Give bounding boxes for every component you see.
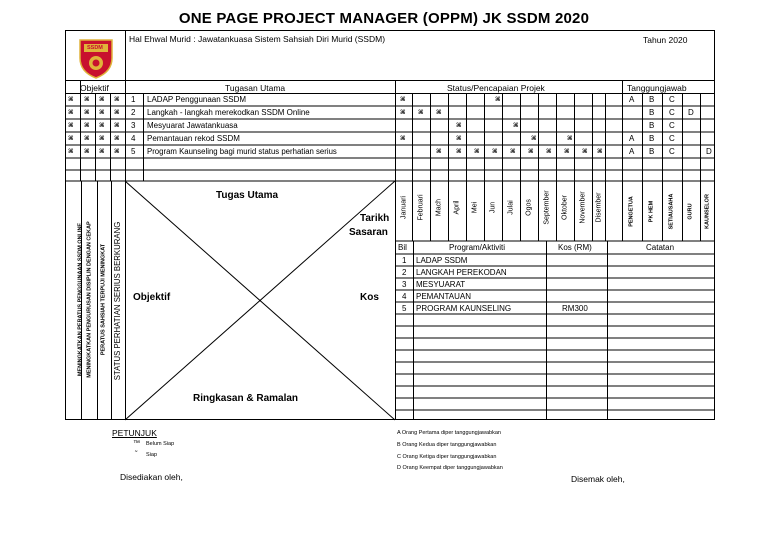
task-number: 2 — [131, 108, 136, 117]
obj-mark: ⌘ — [84, 136, 90, 142]
task-label: Mesyuarat Jawatankuasa — [147, 121, 238, 130]
month-label: November — [579, 191, 587, 224]
header-status: Status/Pencapaian Projek — [447, 83, 545, 93]
resp-letter: B — [649, 108, 655, 117]
matrix-right-label-1: Tarikh — [360, 213, 390, 224]
owner-legend: D Orang Keempat diper tanggungjawabkan — [397, 465, 503, 471]
logo-text: SSDM — [87, 45, 103, 51]
month-mark: ⌘ — [567, 136, 573, 142]
task-label: LADAP Penggunaan SSDM — [147, 95, 247, 104]
resp-letter: C — [669, 147, 675, 156]
month-mark: ⌘ — [456, 149, 462, 155]
resp-letter: A — [629, 134, 635, 143]
objective-4: STATUS PERHATIAN SERIUS BERKURANG — [113, 221, 122, 381]
obj-mark: ⌘ — [68, 136, 74, 142]
resp-letter: D — [688, 108, 694, 117]
role-label: PENGETUA — [628, 196, 635, 227]
obj-mark: ⌘ — [99, 149, 105, 155]
role-label: PK HEM — [648, 200, 655, 223]
month-mark: ⌘ — [495, 97, 501, 103]
month-mark: ⌘ — [597, 149, 603, 155]
legend-text: Belum Siap — [146, 441, 175, 447]
cost-row-kos: RM300 — [562, 304, 588, 313]
month-mark: ⌘ — [400, 110, 406, 116]
objective-1: MENINGKATKAN PERATUS PENGGUNAAN SSDM ONLINE — [77, 222, 84, 377]
task-number: 3 — [131, 121, 136, 130]
obj-mark: ⌘ — [68, 97, 74, 103]
month-mark: ⌘ — [456, 123, 462, 129]
cost-row-program: MESYUARAT — [416, 280, 466, 289]
header-tugasan: Tugasan Utama — [225, 83, 286, 93]
month-mark: ⌘ — [492, 149, 498, 155]
task-number: 4 — [131, 134, 136, 143]
legend-title: PETUNJUK — [112, 428, 157, 438]
cost-row-program: LANGKAH PEREKODAN — [416, 268, 507, 277]
prepared-by: Disediakan oleh, — [120, 472, 183, 482]
resp-letter: B — [649, 121, 655, 130]
resp-letter: A — [629, 147, 635, 156]
month-label: Mach — [435, 198, 443, 217]
project-year: Tahun 2020 — [643, 35, 688, 45]
obj-mark: ⌘ — [84, 149, 90, 155]
month-label: Jun — [489, 201, 497, 214]
matrix-right-label-3: Kos — [360, 292, 379, 303]
month-mark: ⌘ — [418, 110, 424, 116]
task-label: Langkah - langkah merekodkan SSDM Online — [147, 108, 310, 117]
month-mark: ⌘ — [531, 136, 537, 142]
owner-legend: C Orang Ketiga diper tanggungjawabkan — [397, 454, 497, 460]
month-mark: ⌘ — [436, 149, 442, 155]
role-label: GURU — [687, 203, 694, 220]
resp-letter: C — [669, 108, 675, 117]
legend-text: Siap — [146, 452, 158, 458]
matrix-left-label: Objektif — [133, 292, 171, 303]
owner-legend: B Orang Kedua diper tanggungjawabkan — [397, 442, 497, 448]
month-mark: ⌘ — [546, 149, 552, 155]
month-mark: ⌘ — [510, 149, 516, 155]
cost-row-program: LADAP SSDM — [416, 256, 468, 265]
obj-mark: ⌘ — [84, 110, 90, 116]
obj-mark: ⌘ — [99, 136, 105, 142]
task-number: 5 — [131, 147, 136, 156]
header-objektif: Objektif — [80, 83, 109, 93]
page-title: ONE PAGE PROJECT MANAGER (OPPM) JK SSDM 2020 — [178, 10, 590, 27]
obj-mark: ⌘ — [84, 97, 90, 103]
cost-row-bil: 1 — [402, 256, 407, 265]
obj-mark: ⌘ — [99, 97, 105, 103]
project-name: Hal Ehwal Murid : Jawatankuasa Sistem Sahsiah Diri Murid (SSDM) — [129, 34, 386, 44]
obj-mark: ⌘ — [99, 110, 105, 116]
cost-row-program: PROGRAM KAUNSELING — [416, 304, 512, 313]
resp-letter: B — [649, 95, 655, 104]
matrix-right-label-2: Sasaran — [349, 227, 388, 238]
resp-letter: A — [629, 95, 635, 104]
cost-row-bil: 4 — [402, 292, 407, 301]
month-mark: ⌘ — [528, 149, 534, 155]
month-label: Oktober — [561, 195, 569, 220]
checked-by: Disemak oleh, — [571, 474, 625, 484]
objective-2: MENINGKATKAN PENGURUSAN DISIPLIN DENGAN CEKAP — [86, 221, 93, 378]
obj-mark: ⌘ — [114, 110, 120, 116]
cost-header-catatan: Catatan — [646, 243, 675, 252]
month-mark: ⌘ — [582, 149, 588, 155]
cost-row-bil: 5 — [402, 304, 407, 313]
matrix-top-label: Tugas Utama — [216, 190, 279, 201]
cost-header-bil: Bil — [398, 243, 407, 252]
header-tanggung: Tanggungjawab — [627, 83, 687, 93]
month-mark: ⌘ — [456, 136, 462, 142]
month-label: September — [543, 190, 551, 225]
resp-letter: D — [706, 147, 712, 156]
month-label: Ogos — [525, 199, 533, 216]
month-label: Julai — [507, 200, 515, 215]
month-label: Mei — [471, 201, 479, 214]
month-mark: ⌘ — [436, 110, 442, 116]
month-mark: ⌘ — [474, 149, 480, 155]
month-label: April — [453, 200, 461, 215]
role-label: KAUNSELOR — [704, 194, 711, 229]
legend-symbol: ˜ — [135, 451, 138, 458]
cost-header-kos: Kos (RM) — [558, 243, 592, 252]
cost-header-program: Program/Aktiviti — [449, 243, 506, 252]
month-label: Januari — [400, 196, 408, 219]
obj-mark: ⌘ — [114, 136, 120, 142]
resp-letter: C — [669, 121, 675, 130]
obj-mark: ⌘ — [84, 123, 90, 129]
task-label: Pemantauan rekod SSDM — [147, 134, 240, 143]
obj-mark: ⌘ — [114, 123, 120, 129]
resp-letter: B — [649, 134, 655, 143]
owner-legend: A Orang Pertama diper tanggungjawabkan — [397, 430, 501, 436]
obj-mark: ⌘ — [99, 123, 105, 129]
month-mark: ⌘ — [400, 97, 406, 103]
matrix-bottom-label: Ringkasan & Ramalan — [193, 393, 299, 404]
resp-letter: B — [649, 147, 655, 156]
obj-mark: ⌘ — [68, 110, 74, 116]
task-label: Program Kaunseling bagi murid status perhatian serius — [147, 147, 337, 156]
resp-letter: C — [669, 95, 675, 104]
month-mark: ⌘ — [400, 136, 406, 142]
obj-mark: ⌘ — [68, 123, 74, 129]
cost-row-bil: 3 — [402, 280, 407, 289]
obj-mark: ⌘ — [114, 149, 120, 155]
objective-3: PERATUS SAHSIAH TERPUJI MENINGKAT — [100, 243, 107, 356]
obj-mark: ⌘ — [114, 97, 120, 103]
task-number: 1 — [131, 95, 136, 104]
resp-letter: C — [669, 134, 675, 143]
cost-row-bil: 2 — [402, 268, 407, 277]
month-mark: ⌘ — [513, 123, 519, 129]
obj-mark: ⌘ — [68, 149, 74, 155]
role-label: SETIAUSAHA — [668, 193, 675, 230]
cost-row-program: PEMANTAUAN — [416, 292, 471, 301]
month-label: Februari — [417, 194, 425, 221]
legend-symbol: ™ — [133, 440, 140, 447]
month-mark: ⌘ — [564, 149, 570, 155]
month-label: Disember — [595, 192, 603, 223]
